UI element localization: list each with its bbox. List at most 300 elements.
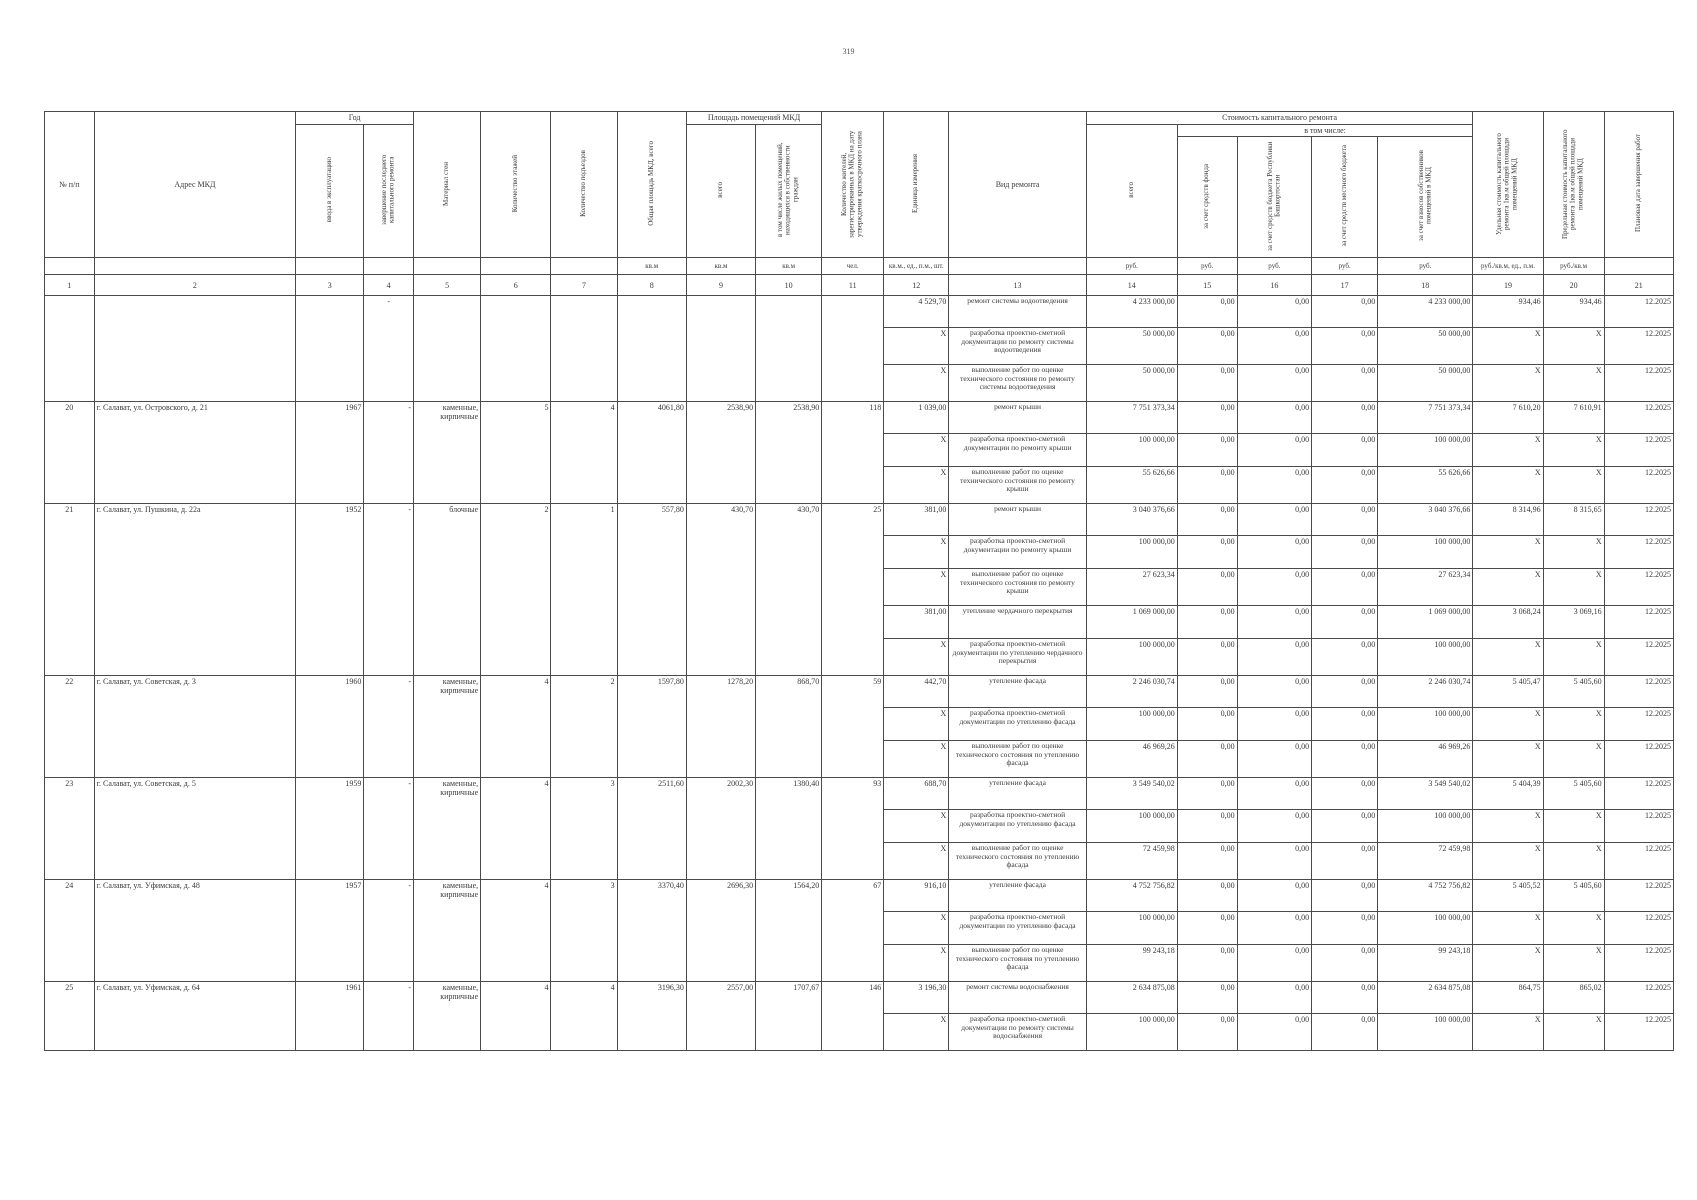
house-address-cell: г. Салават, ул. Советская, д. 5 (94, 778, 296, 880)
cost-total-cell: 27 623,34 (1086, 569, 1177, 606)
cost-local-cell: 0,00 (1312, 912, 1378, 945)
cost-fund-cell: 0,00 (1177, 843, 1237, 880)
plan-date-cell: 12.2025 (1604, 296, 1673, 328)
wall-material-cell: каменные, кирпичные (413, 778, 480, 880)
cost-owners-cell: 100 000,00 (1378, 639, 1473, 676)
plan-date-cell: 12.2025 (1604, 676, 1673, 708)
house-address-cell: г. Салават, ул. Островского, д. 21 (94, 402, 296, 504)
specific-cost-cell: X (1473, 810, 1543, 843)
cost-rb-cell: 0,00 (1237, 982, 1311, 1014)
table-row (45, 504, 1674, 536)
max-cost-cell: X (1543, 639, 1604, 676)
unit-cell: кв.м., ед., п.м., шт. (884, 258, 949, 275)
unit-qty-cell: X (884, 639, 949, 676)
unit-cell: чел. (822, 258, 884, 275)
unit-cell (296, 258, 364, 275)
cost-local-cell: 0,00 (1312, 467, 1378, 504)
plan-date-cell: 12.2025 (1604, 606, 1673, 639)
column-number-cell: 13 (949, 275, 1086, 296)
cost-fund-cell: 0,00 (1177, 676, 1237, 708)
continuation-cell (413, 296, 480, 402)
premises-total-cell: 1278,20 (686, 676, 755, 778)
specific-cost-cell: X (1473, 843, 1543, 880)
specific-cost-cell: X (1473, 434, 1543, 467)
premises-total-cell: 2557,00 (686, 982, 755, 1051)
cost-total-cell: 100 000,00 (1086, 536, 1177, 569)
cost-local-cell: 0,00 (1312, 639, 1378, 676)
cost-total-cell: 3 040 376,66 (1086, 504, 1177, 536)
cost-rb-cell: 0,00 (1237, 708, 1311, 741)
col-cost-fund-header: за счет средств фонда (1177, 137, 1237, 258)
floors-cell: 4 (481, 982, 551, 1051)
year-commission-cell: 1967 (296, 402, 364, 504)
continuation-cell (481, 296, 551, 402)
premises-private-cell: 430,70 (756, 504, 822, 676)
cost-total-cell: 1 069 000,00 (1086, 606, 1177, 639)
max-cost-cell: 934,46 (1543, 296, 1604, 328)
cost-rb-cell: 0,00 (1237, 676, 1311, 708)
house-address-cell: г. Салават, ул. Уфимская, д. 64 (94, 982, 296, 1051)
cost-rb-cell: 0,00 (1237, 741, 1311, 778)
repair-type-cell: разработка проектно-сметной документации по ремонту системы водоотведения (949, 328, 1086, 365)
col-unit-header: Единица измерения (884, 112, 949, 258)
repair-type-cell: выполнение работ по оценке технического состояния по утеплению фасада (949, 945, 1086, 982)
col-cost-owners-header: за счет взносов собственников помещений в МКД (1378, 137, 1473, 258)
cost-owners-cell: 100 000,00 (1378, 912, 1473, 945)
specific-cost-cell: X (1473, 536, 1543, 569)
plan-date-cell: 12.2025 (1604, 843, 1673, 880)
repair-plan-table (44, 111, 1674, 1051)
year-last-repair-cell: - (364, 778, 414, 880)
house-number-cell: 23 (45, 778, 95, 880)
repair-type-cell: утепление фасада (949, 778, 1086, 810)
max-cost-cell: X (1543, 467, 1604, 504)
cost-owners-cell: 99 243,18 (1378, 945, 1473, 982)
max-cost-cell: 865,02 (1543, 982, 1604, 1014)
cost-local-cell: 0,00 (1312, 434, 1378, 467)
repair-type-cell: выполнение работ по оценке технического состояния по ремонту крыши (949, 467, 1086, 504)
unit-cell: кв.м (617, 258, 686, 275)
repair-type-cell: выполнение работ по оценке технического состояния по утеплению фасада (949, 843, 1086, 880)
repair-type-cell: разработка проектно-сметной документации по утеплению фасада (949, 810, 1086, 843)
wall-material-cell: каменные, кирпичные (413, 982, 480, 1051)
plan-date-cell: 12.2025 (1604, 945, 1673, 982)
plan-date-cell: 12.2025 (1604, 810, 1673, 843)
residents-cell: 146 (822, 982, 884, 1051)
repair-type-cell: ремонт крыши (949, 402, 1086, 434)
column-number-cell: 12 (884, 275, 949, 296)
cost-total-cell: 100 000,00 (1086, 810, 1177, 843)
col-cost-rb-header: за счет средств бюджета Республики Башкортостан (1237, 137, 1311, 258)
plan-date-cell: 12.2025 (1604, 536, 1673, 569)
repair-type-cell: утепление чердачного перекрытия (949, 606, 1086, 639)
cost-total-cell: 7 751 373,34 (1086, 402, 1177, 434)
unit-cell (1604, 258, 1673, 275)
cost-fund-cell: 0,00 (1177, 708, 1237, 741)
house-number-cell: 21 (45, 504, 95, 676)
house-number-cell: 24 (45, 880, 95, 982)
unit-qty-cell: X (884, 912, 949, 945)
house-number-cell: 25 (45, 982, 95, 1051)
units-row (45, 258, 1674, 275)
cost-rb-cell: 0,00 (1237, 569, 1311, 606)
unit-cell: руб./кв.м, ед., п.м. (1473, 258, 1543, 275)
cost-local-cell: 0,00 (1312, 402, 1378, 434)
residents-cell: 93 (822, 778, 884, 880)
house-address-cell: г. Салават, ул. Пушкина, д. 22а (94, 504, 296, 676)
cost-total-cell: 50 000,00 (1086, 365, 1177, 402)
repair-type-cell: разработка проектно-сметной документации по ремонту крыши (949, 536, 1086, 569)
cost-local-cell: 0,00 (1312, 606, 1378, 639)
cost-local-cell: 0,00 (1312, 569, 1378, 606)
unit-cell (949, 258, 1086, 275)
entrances-cell: 3 (551, 880, 617, 982)
specific-cost-cell: 5 405,52 (1473, 880, 1543, 912)
premises-private-cell: 1707,67 (756, 982, 822, 1051)
specific-cost-cell: X (1473, 1014, 1543, 1051)
continuation-cell (756, 296, 822, 402)
col-residents-header: Количество жителей, зарегистрированных в МКД на дату утверждения краткосрочного плана (822, 112, 884, 258)
specific-cost-cell: X (1473, 328, 1543, 365)
unit-qty-cell: X (884, 1014, 949, 1051)
plan-date-cell: 12.2025 (1604, 982, 1673, 1014)
table-header (45, 112, 1674, 296)
cost-local-cell: 0,00 (1312, 328, 1378, 365)
repair-type-cell: утепление фасада (949, 676, 1086, 708)
cost-total-cell: 100 000,00 (1086, 639, 1177, 676)
cost-local-cell: 0,00 (1312, 676, 1378, 708)
col-max-cost-header: Предельная стоимость капитального ремонта 1кв.м общей площади помещений МКД (1543, 112, 1604, 258)
cost-rb-cell: 0,00 (1237, 365, 1311, 402)
cost-fund-cell: 0,00 (1177, 1014, 1237, 1051)
max-cost-cell: X (1543, 843, 1604, 880)
unit-cell: руб. (1086, 258, 1177, 275)
repair-type-cell: утепление фасада (949, 880, 1086, 912)
col-material-header: Материал стен (413, 112, 480, 258)
unit-cell: руб./кв.м (1543, 258, 1604, 275)
cost-rb-cell: 0,00 (1237, 434, 1311, 467)
cost-owners-cell: 72 459,98 (1378, 843, 1473, 880)
cost-owners-cell: 50 000,00 (1378, 328, 1473, 365)
col-repair-type-header: Вид ремонта (949, 112, 1086, 258)
max-cost-cell: 5 405,60 (1543, 778, 1604, 810)
specific-cost-cell: 8 314,96 (1473, 504, 1543, 536)
repair-type-cell: разработка проектно-сметной документации по утеплению чердачного перекрытия (949, 639, 1086, 676)
cost-local-cell: 0,00 (1312, 843, 1378, 880)
cost-owners-cell: 7 751 373,34 (1378, 402, 1473, 434)
column-number-cell: 16 (1237, 275, 1311, 296)
cost-total-cell: 2 246 030,74 (1086, 676, 1177, 708)
cost-rb-cell: 0,00 (1237, 1014, 1311, 1051)
plan-date-cell: 12.2025 (1604, 1014, 1673, 1051)
cost-rb-cell: 0,00 (1237, 912, 1311, 945)
residents-cell: 25 (822, 504, 884, 676)
cost-rb-cell: 0,00 (1237, 639, 1311, 676)
unit-qty-cell: X (884, 810, 949, 843)
cost-owners-cell: 2 246 030,74 (1378, 676, 1473, 708)
cost-owners-cell: 100 000,00 (1378, 536, 1473, 569)
plan-date-cell: 12.2025 (1604, 639, 1673, 676)
cost-owners-cell: 55 626,66 (1378, 467, 1473, 504)
specific-cost-cell: X (1473, 365, 1543, 402)
plan-date-cell: 12.2025 (1604, 402, 1673, 434)
cost-total-cell: 46 969,26 (1086, 741, 1177, 778)
cost-local-cell: 0,00 (1312, 708, 1378, 741)
plan-date-cell: 12.2025 (1604, 880, 1673, 912)
cost-fund-cell: 0,00 (1177, 467, 1237, 504)
column-number-cell: 7 (551, 275, 617, 296)
unit-qty-cell: X (884, 945, 949, 982)
column-number-cell: 4 (364, 275, 414, 296)
continuation-cell (94, 296, 296, 402)
cost-local-cell: 0,00 (1312, 504, 1378, 536)
col-plan-date-header: Плановая дата завершения работ (1604, 112, 1673, 258)
cost-total-cell: 100 000,00 (1086, 708, 1177, 741)
premises-total-cell: 2538,90 (686, 402, 755, 504)
repair-type-cell: выполнение работ по оценке технического состояния по ремонту крыши (949, 569, 1086, 606)
premises-private-cell: 1380,40 (756, 778, 822, 880)
col-year-commission-header: ввода в эксплуатацию (296, 125, 364, 258)
column-number-cell: 18 (1378, 275, 1473, 296)
unit-qty-cell: 916,10 (884, 880, 949, 912)
max-cost-cell: X (1543, 536, 1604, 569)
repair-type-cell: ремонт крыши (949, 504, 1086, 536)
max-cost-cell: X (1543, 365, 1604, 402)
column-number-cell: 11 (822, 275, 884, 296)
unit-qty-cell: 3 196,30 (884, 982, 949, 1014)
cost-fund-cell: 0,00 (1177, 912, 1237, 945)
cost-rb-cell: 0,00 (1237, 328, 1311, 365)
specific-cost-cell: X (1473, 945, 1543, 982)
cost-owners-cell: 46 969,26 (1378, 741, 1473, 778)
specific-cost-cell: 3 068,24 (1473, 606, 1543, 639)
plan-date-cell: 12.2025 (1604, 504, 1673, 536)
plan-date-cell: 12.2025 (1604, 912, 1673, 945)
unit-cell: кв.м (686, 258, 755, 275)
max-cost-cell: 7 610,91 (1543, 402, 1604, 434)
max-cost-cell: X (1543, 810, 1604, 843)
specific-cost-cell: 864,75 (1473, 982, 1543, 1014)
year-commission-cell: 1957 (296, 880, 364, 982)
house-address-cell: г. Салават, ул. Уфимская, д. 48 (94, 880, 296, 982)
unit-qty-cell: X (884, 328, 949, 365)
max-cost-cell: X (1543, 434, 1604, 467)
total-area-cell: 1597,80 (617, 676, 686, 778)
cost-rb-cell: 0,00 (1237, 296, 1311, 328)
unit-qty-cell: 381,00 (884, 606, 949, 639)
continuation-cell: - (364, 296, 414, 402)
col-incl-header: в том числе: (1177, 125, 1473, 137)
cost-local-cell: 0,00 (1312, 982, 1378, 1014)
cost-local-cell: 0,00 (1312, 741, 1378, 778)
year-last-repair-cell: - (364, 676, 414, 778)
premises-total-cell: 2696,30 (686, 880, 755, 982)
page-number: 319 (842, 47, 855, 56)
cost-owners-cell: 1 069 000,00 (1378, 606, 1473, 639)
cost-local-cell: 0,00 (1312, 778, 1378, 810)
house-number-cell: 20 (45, 402, 95, 504)
total-area-cell: 4061,80 (617, 402, 686, 504)
year-last-repair-cell: - (364, 880, 414, 982)
col-year-last-repair-header: завершение последнего капитального ремонта (364, 125, 414, 258)
cost-fund-cell: 0,00 (1177, 880, 1237, 912)
unit-qty-cell: 381,00 (884, 504, 949, 536)
col-specific-cost-header: Удельная стоимость капитального ремонта 1кв.м общей площади помещений МКД (1473, 112, 1543, 258)
total-area-cell: 3370,40 (617, 880, 686, 982)
unit-cell: руб. (1237, 258, 1311, 275)
column-number-cell: 2 (94, 275, 296, 296)
cost-total-cell: 100 000,00 (1086, 912, 1177, 945)
unit-cell (413, 258, 480, 275)
plan-date-cell: 12.2025 (1604, 365, 1673, 402)
column-number-cell: 5 (413, 275, 480, 296)
unit-cell (94, 258, 296, 275)
cost-total-cell: 3 549 540,02 (1086, 778, 1177, 810)
repair-type-cell: разработка проектно-сметной документации по ремонту системы водоснабжения (949, 1014, 1086, 1051)
repair-type-cell: ремонт системы водоснабжения (949, 982, 1086, 1014)
premises-total-cell: 2002,30 (686, 778, 755, 880)
plan-date-cell: 12.2025 (1604, 708, 1673, 741)
table-row (45, 402, 1674, 434)
max-cost-cell: X (1543, 912, 1604, 945)
specific-cost-cell: 934,46 (1473, 296, 1543, 328)
cost-local-cell: 0,00 (1312, 810, 1378, 843)
residents-cell: 118 (822, 402, 884, 504)
column-number-cell: 17 (1312, 275, 1378, 296)
col-premises-private-header: в том числе жилых помещений, находящихся в собственности граждан (756, 125, 822, 258)
col-floors-header: Количество этажей (481, 112, 551, 258)
wall-material-cell: каменные, кирпичные (413, 402, 480, 504)
wall-material-cell: каменные, кирпичные (413, 880, 480, 982)
table-row (45, 778, 1674, 810)
unit-qty-cell: X (884, 365, 949, 402)
specific-cost-cell: X (1473, 639, 1543, 676)
column-number-cell: 3 (296, 275, 364, 296)
table-row (45, 676, 1674, 708)
max-cost-cell: 5 405,60 (1543, 880, 1604, 912)
specific-cost-cell: 5 405,47 (1473, 676, 1543, 708)
cost-local-cell: 0,00 (1312, 365, 1378, 402)
cost-fund-cell: 0,00 (1177, 982, 1237, 1014)
cost-owners-cell: 100 000,00 (1378, 1014, 1473, 1051)
max-cost-cell: X (1543, 569, 1604, 606)
specific-cost-cell: X (1473, 741, 1543, 778)
year-commission-cell: 1952 (296, 504, 364, 676)
cost-rb-cell: 0,00 (1237, 467, 1311, 504)
repair-type-cell: выполнение работ по оценке технического состояния по утеплению фасада (949, 741, 1086, 778)
cost-owners-cell: 100 000,00 (1378, 434, 1473, 467)
column-number-cell: 1 (45, 275, 95, 296)
unit-qty-cell: X (884, 569, 949, 606)
total-area-cell: 557,80 (617, 504, 686, 676)
cost-owners-cell: 2 634 875,08 (1378, 982, 1473, 1014)
unit-qty-cell: X (884, 843, 949, 880)
floors-cell: 4 (481, 880, 551, 982)
unit-cell: руб. (1378, 258, 1473, 275)
column-number-cell: 9 (686, 275, 755, 296)
cost-fund-cell: 0,00 (1177, 402, 1237, 434)
max-cost-cell: 5 405,60 (1543, 676, 1604, 708)
cost-fund-cell: 0,00 (1177, 328, 1237, 365)
col-cost-total-header: всего (1086, 125, 1177, 258)
unit-cell: руб. (1177, 258, 1237, 275)
cost-rb-cell: 0,00 (1237, 810, 1311, 843)
floors-cell: 2 (481, 504, 551, 676)
year-commission-cell: 1960 (296, 676, 364, 778)
wall-material-cell: каменные, кирпичные (413, 676, 480, 778)
specific-cost-cell: X (1473, 569, 1543, 606)
continuation-cell (551, 296, 617, 402)
unit-qty-cell: X (884, 467, 949, 504)
col-total-area-header: Общая площадь МКД, всего (617, 112, 686, 258)
continuation-cell (686, 296, 755, 402)
cost-fund-cell: 0,00 (1177, 504, 1237, 536)
repair-type-cell: ремонт системы водоотведения (949, 296, 1086, 328)
plan-date-cell: 12.2025 (1604, 434, 1673, 467)
cost-fund-cell: 0,00 (1177, 810, 1237, 843)
column-numbers-row (45, 275, 1674, 296)
max-cost-cell: X (1543, 708, 1604, 741)
plan-date-cell: 12.2025 (1604, 569, 1673, 606)
plan-date-cell: 12.2025 (1604, 778, 1673, 810)
cost-total-cell: 4 233 000,00 (1086, 296, 1177, 328)
specific-cost-cell: 5 404,39 (1473, 778, 1543, 810)
year-last-repair-cell: - (364, 402, 414, 504)
max-cost-cell: X (1543, 741, 1604, 778)
plan-date-cell: 12.2025 (1604, 328, 1673, 365)
cost-fund-cell: 0,00 (1177, 778, 1237, 810)
max-cost-cell: 8 315,65 (1543, 504, 1604, 536)
floors-cell: 4 (481, 778, 551, 880)
cost-local-cell: 0,00 (1312, 1014, 1378, 1051)
cost-total-cell: 4 752 756,82 (1086, 880, 1177, 912)
cost-rb-cell: 0,00 (1237, 402, 1311, 434)
table-row (45, 982, 1674, 1014)
col-year-group-header: Год (296, 112, 414, 125)
total-area-cell: 3196,30 (617, 982, 686, 1051)
column-number-cell: 14 (1086, 275, 1177, 296)
cost-fund-cell: 0,00 (1177, 945, 1237, 982)
unit-cell (481, 258, 551, 275)
entrances-cell: 3 (551, 778, 617, 880)
col-cost-group-header: Стоимость капитального ремонта (1086, 112, 1473, 125)
cost-fund-cell: 0,00 (1177, 569, 1237, 606)
col-premises-group-header: Площадь помещений МКД (686, 112, 821, 125)
unit-qty-cell: 4 529,70 (884, 296, 949, 328)
column-number-cell: 21 (1604, 275, 1673, 296)
max-cost-cell: 3 069,16 (1543, 606, 1604, 639)
column-number-cell: 15 (1177, 275, 1237, 296)
unit-qty-cell: X (884, 434, 949, 467)
entrances-cell: 1 (551, 504, 617, 676)
column-number-cell: 19 (1473, 275, 1543, 296)
table-row (45, 880, 1674, 912)
premises-private-cell: 868,70 (756, 676, 822, 778)
unit-cell (45, 258, 95, 275)
col-entrances-header: Количество подъездов (551, 112, 617, 258)
cost-total-cell: 2 634 875,08 (1086, 982, 1177, 1014)
column-number-cell: 10 (756, 275, 822, 296)
cost-rb-cell: 0,00 (1237, 945, 1311, 982)
table-row (45, 296, 1674, 328)
cost-rb-cell: 0,00 (1237, 778, 1311, 810)
column-number-cell: 20 (1543, 275, 1604, 296)
cost-owners-cell: 100 000,00 (1378, 708, 1473, 741)
plan-date-cell: 12.2025 (1604, 741, 1673, 778)
cost-fund-cell: 0,00 (1177, 741, 1237, 778)
cost-rb-cell: 0,00 (1237, 843, 1311, 880)
unit-cell (364, 258, 414, 275)
